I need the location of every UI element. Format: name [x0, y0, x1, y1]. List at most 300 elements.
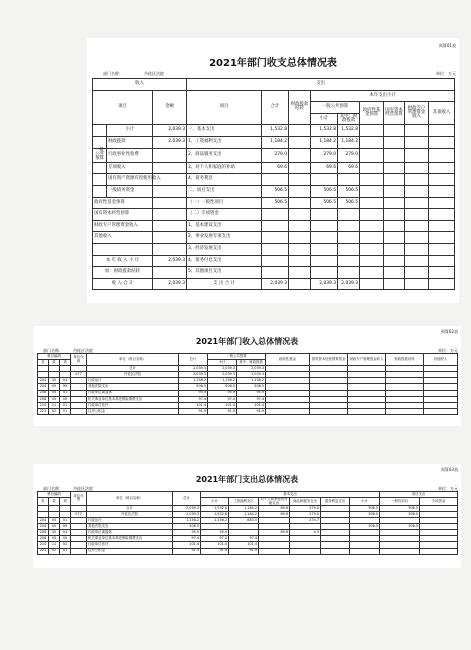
header-income: 收入 [93, 79, 187, 91]
expense-item: 3、经济发展支出 [187, 243, 262, 255]
table-row [93, 278, 455, 290]
code-kind: 221 [38, 548, 49, 554]
empty-cell [429, 148, 455, 162]
header-kind: 类 [38, 360, 49, 366]
income-item: 行政事业性收费 [107, 148, 153, 162]
empty-cell [405, 278, 429, 290]
code-sub: 01 [60, 408, 71, 414]
total: 2,039.3 [173, 505, 201, 511]
header-fund-carry: 财政拨款结转 [289, 90, 311, 125]
header-of-which: 其中：财政拨款 [338, 113, 360, 125]
basic-subtotal: 95.9 [201, 530, 229, 536]
empty-cell [429, 174, 455, 186]
empty-cell [405, 209, 429, 221]
header-current-subtotal: 本年支出小计 [311, 90, 455, 102]
row-name: 行政单位医疗 [87, 542, 173, 548]
code-sub: 01 [60, 518, 71, 524]
income-item: 一般债务资金 [107, 185, 153, 197]
empty-cell [384, 185, 405, 197]
header-func-code: 科目编码 [38, 492, 71, 498]
fiscal-appropriation: 2,039.3 [237, 366, 266, 372]
general-subtotal [311, 232, 338, 244]
fiscal-appropriation [338, 174, 360, 186]
header-sub: 项 [60, 360, 71, 366]
code-kind: 208 [38, 390, 49, 396]
goods-services: 274.7 [290, 518, 321, 524]
page-title: 2021年部门收入总体情况表 [195, 337, 299, 346]
general-project: 506.5 [380, 505, 420, 511]
unit-label: 单位：万元 [438, 348, 458, 353]
fiscal-appropriation: 91.9 [237, 408, 266, 414]
code-item: 02 [49, 548, 60, 554]
empty-cell [360, 174, 384, 186]
header-name: 单位（科目名称） [87, 354, 179, 366]
table-row [93, 185, 455, 197]
general-subtotal: 506.5 [311, 185, 338, 197]
code-kind: 208 [38, 536, 49, 542]
goods-services: 279.0 [290, 505, 321, 511]
project-subtotal: 506.5 [350, 524, 380, 530]
income-category [93, 162, 107, 174]
code-sub: 05 [60, 536, 71, 542]
table-row [93, 197, 455, 209]
table-row [38, 408, 458, 414]
general-subtotal: 2,039.3 [311, 278, 338, 290]
goods-services [290, 548, 321, 554]
special-fund [420, 548, 458, 554]
header-basic-subtotal: 小计 [201, 498, 229, 506]
expense-total [262, 174, 289, 186]
dept-name: 丹徒区法院 [73, 486, 93, 491]
income-table [37, 353, 458, 415]
fiscal-appropriation [338, 243, 360, 255]
basic-subtotal: 97.4 [201, 536, 229, 542]
project-subtotal: 506.5 [350, 505, 380, 511]
unit-code: 077 [71, 372, 87, 378]
header-sub: 项 [60, 498, 71, 506]
expense-item: 一、基本支出 [187, 125, 262, 137]
goods-services: 4.3 [290, 530, 321, 536]
row-name: 行政单位离退休 [87, 390, 179, 396]
expense-item: 4、债务利息 [187, 174, 262, 186]
general-subtotal: 91.9 [208, 408, 237, 414]
total: 2,039.3 [179, 366, 208, 372]
code-kind: 204 [38, 518, 49, 524]
general-subtotal: 506.5 [311, 197, 338, 209]
header-subtotal: 小计 [311, 113, 338, 125]
total: 2,039.3 [179, 372, 208, 378]
fund-carry [289, 220, 311, 232]
income-category [93, 174, 107, 186]
page-title: 2021年部门收支总体情况表 [209, 58, 337, 69]
fiscal-appropriation: 2,039.3 [338, 278, 360, 290]
total: 91.9 [179, 408, 208, 414]
empty-cell [360, 185, 384, 197]
empty-cell [384, 197, 405, 209]
empty-cell [384, 232, 405, 244]
code-sub: 01 [60, 530, 71, 536]
project-subtotal: 506.5 [350, 512, 380, 518]
unit-label: 单位：万元 [436, 71, 456, 76]
empty-cell [360, 162, 384, 174]
row-name: 总计 [87, 366, 179, 372]
code-kind: 210 [38, 402, 49, 408]
income-item: 加：财政拨款结转 [93, 267, 153, 279]
expense-item: 5、其他项目支出 [187, 267, 262, 279]
income-category [93, 136, 107, 148]
general-subtotal [311, 220, 338, 232]
header-item: 项目 [93, 90, 153, 125]
empty-cell [429, 136, 455, 148]
empty-cell [360, 136, 384, 148]
total: 506.5 [173, 524, 201, 530]
income-item: 专项收入 [107, 162, 153, 174]
total: 101.4 [179, 402, 208, 408]
fiscal-appropriation [338, 267, 360, 279]
wage: 883.5 [229, 518, 259, 524]
header-family: 对个人和家庭的补助支出 [260, 497, 288, 505]
wage: 101.4 [229, 542, 259, 548]
empty-cell [424, 408, 458, 414]
fund-carry [289, 232, 311, 244]
fund-carry [289, 243, 311, 255]
table-code: 预算02表 [440, 329, 458, 334]
header-goods: 商品和服务支出 [290, 498, 321, 506]
empty-cell [384, 125, 405, 137]
sheet-income-expense [87, 38, 459, 303]
empty-cell [310, 408, 348, 414]
fund-carry [289, 209, 311, 221]
code-item: 05 [49, 390, 60, 396]
total: 1,158.2 [179, 378, 208, 384]
income-item: 国有资本经营预算 [93, 209, 153, 221]
unit-code [71, 408, 87, 414]
expense-item: 1、基本建设支出 [187, 220, 262, 232]
expense-total: 1,184.2 [262, 136, 289, 148]
empty-cell [405, 136, 429, 148]
total: 506.5 [179, 384, 208, 390]
expense-total [262, 209, 289, 221]
income-item: 小计 [107, 125, 153, 137]
income-amount [153, 148, 187, 162]
fiscal-appropriation: 506.5 [338, 197, 360, 209]
general-subtotal [311, 209, 338, 221]
expense-total [262, 267, 289, 279]
empty-cell [384, 243, 405, 255]
income-amount [153, 185, 187, 197]
income-item: 本 年 收 入 小 计 [93, 255, 153, 267]
code-kind: 210 [38, 542, 49, 548]
empty-cell [429, 232, 455, 244]
header-other: 其他收入 [429, 102, 455, 125]
family-subsidy: 69.6 [259, 505, 290, 511]
income-amount [153, 162, 187, 174]
empty-cell [405, 220, 429, 232]
empty-cell [429, 162, 455, 174]
header-of-which: 其中：财政拨款 [237, 360, 266, 366]
expense-total: 1,532.8 [262, 125, 289, 137]
dept-label: 部门名称： [103, 71, 123, 76]
expense-total [262, 232, 289, 244]
header-general-budget: 一般公共预算 [311, 102, 360, 114]
general-subtotal: 95.9 [208, 390, 237, 396]
code-kind: 204 [38, 378, 49, 384]
fund-carry [289, 255, 311, 267]
income-item [93, 243, 153, 255]
code-item: 05 [49, 396, 60, 402]
empty-cell [405, 162, 429, 174]
general-project: 506.5 [380, 524, 420, 530]
wage: 97.4 [229, 536, 259, 542]
fiscal-appropriation: 1,158.2 [237, 378, 266, 384]
general-subtotal [311, 267, 338, 279]
empty-cell [266, 408, 310, 414]
fiscal-appropriation [338, 209, 360, 221]
table-row [93, 136, 455, 148]
fund-carry [289, 278, 311, 290]
expense-item: 2、商品服务支出 [187, 148, 262, 162]
empty-cell [429, 125, 455, 137]
empty-cell [384, 255, 405, 267]
empty-cell [384, 220, 405, 232]
header-unit-code: 单位代码 [71, 354, 87, 366]
row-name: 行政运行 [87, 518, 173, 524]
table-row [93, 209, 455, 221]
header-kind: 类 [38, 498, 49, 506]
code-sub: 01 [60, 542, 71, 548]
header-total: 总计 [173, 492, 201, 506]
sheet-income [33, 326, 461, 426]
wage: 1,184.2 [229, 512, 259, 518]
header-carry: 财政拨款结转 [386, 354, 424, 366]
family-subsidy [259, 548, 290, 554]
empty-cell [429, 209, 455, 221]
summary-table [92, 78, 455, 290]
empty-cell [384, 162, 405, 174]
fiscal-appropriation: 97.4 [237, 396, 266, 402]
empty-cell [405, 267, 429, 279]
family-subsidy: 69.6 [259, 512, 290, 518]
header-unit-code: 单位代码 [71, 492, 87, 506]
header-item-2: 项目 [187, 90, 262, 125]
code-sub: 99 [60, 384, 71, 390]
header-expense: 支出 [187, 79, 455, 91]
empty-cell [405, 148, 429, 162]
empty-cell [405, 232, 429, 244]
code-sub: 01 [60, 548, 71, 554]
header-state-capital: 国有资本经营预算资金 [310, 354, 348, 366]
general-subtotal [311, 174, 338, 186]
empty-cell [360, 267, 384, 279]
expense-total [262, 243, 289, 255]
expense-item: 2、事业发展专项支出 [187, 232, 262, 244]
header-general: 一般公共预算 [208, 354, 266, 360]
code-item: 05 [49, 384, 60, 390]
expense-table [37, 491, 458, 555]
general-subtotal: 101.4 [208, 402, 237, 408]
code-sub: 01 [60, 390, 71, 396]
empty-cell [348, 408, 386, 414]
basic-subtotal: 101.4 [201, 542, 229, 548]
total: 101.4 [173, 542, 201, 548]
general-subtotal: 1,184.2 [311, 136, 338, 148]
code-item: 05 [49, 518, 60, 524]
income-amount: 2,039.3 [153, 125, 187, 137]
income-item: 财政专户管理资金收入 [93, 220, 153, 232]
dept-name: 丹徒区法院 [144, 71, 164, 76]
empty-cell [360, 255, 384, 267]
table-row [93, 220, 455, 232]
header-wage: 工资福利支出 [229, 498, 259, 506]
general-subtotal: 1,532.8 [311, 125, 338, 137]
expense-total [262, 220, 289, 232]
wage: 1,184.2 [229, 505, 259, 511]
row-name: 其他法院支出 [87, 384, 179, 390]
fiscal-appropriation [338, 220, 360, 232]
row-name: 行政运行 [87, 378, 179, 384]
header-item: 款 [49, 360, 60, 366]
basic-subtotal: 91.9 [201, 548, 229, 554]
income-item: 其他收入 [93, 232, 153, 244]
basic-subtotal: 1,532.8 [201, 505, 229, 511]
income-amount: 2,039.3 [153, 255, 187, 267]
income-amount [153, 243, 187, 255]
income-amount [153, 232, 187, 244]
empty-cell [429, 220, 455, 232]
table-row [93, 267, 455, 279]
fund-carry [289, 267, 311, 279]
fund-carry [289, 148, 311, 162]
row-name: 机关事业单位基本养老保险缴费支出 [87, 396, 179, 402]
row-name: 丹徒区法院 [87, 372, 179, 378]
code-kind: 204 [38, 524, 49, 530]
family-subsidy: 69.6 [259, 530, 290, 536]
fund-carry [289, 174, 311, 186]
unit-code [71, 548, 87, 554]
goods-services: 279.0 [290, 512, 321, 518]
income-category [93, 125, 107, 137]
fiscal-appropriation: 279.0 [338, 148, 360, 162]
wage: 91.9 [229, 548, 259, 554]
fiscal-appropriation: 2,039.3 [237, 372, 266, 378]
income-category: 一般公共预算 [93, 148, 107, 162]
code-item: 05 [49, 530, 60, 536]
empty-cell [429, 197, 455, 209]
header-fiscal-special: 财政专户管理资金收入 [348, 354, 386, 366]
total: 1,158.2 [173, 518, 201, 524]
expense-item: 支 出 合 计 [187, 278, 262, 290]
empty-cell [360, 125, 384, 137]
fiscal-appropriation: 506.5 [237, 384, 266, 390]
code-kind: 208 [38, 396, 49, 402]
header-func-code: 科目编码 [38, 354, 71, 360]
code-sub: 01 [60, 378, 71, 384]
general-subtotal: 506.5 [208, 384, 237, 390]
fund-carry [289, 197, 311, 209]
empty-cell [360, 243, 384, 255]
code-kind: 204 [38, 384, 49, 390]
empty-cell [360, 232, 384, 244]
table-row [93, 162, 455, 174]
code-sub: 05 [60, 396, 71, 402]
general-subtotal: 279.0 [311, 148, 338, 162]
header-total: 合计 [262, 90, 289, 125]
empty-cell [360, 209, 384, 221]
empty-cell [405, 255, 429, 267]
expense-total: 69.6 [262, 162, 289, 174]
income-amount [153, 220, 187, 232]
debt-interest [321, 548, 350, 554]
table-row [93, 174, 455, 186]
header-state-capital: 国有资本经营预算 [384, 102, 405, 125]
income-amount [153, 267, 187, 279]
general-project [380, 548, 420, 554]
header-other: 其他收入 [424, 354, 458, 366]
expense-item: （一）一般性项目 [187, 197, 262, 209]
fund-carry [289, 136, 311, 148]
row-name: 合计 [87, 505, 173, 511]
unit-code: 077 [71, 512, 87, 518]
empty-cell [405, 125, 429, 137]
total: 95.9 [173, 530, 201, 536]
empty-cell [360, 148, 384, 162]
empty-cell [405, 243, 429, 255]
empty-cell [384, 148, 405, 162]
table-code: 预算03表 [440, 467, 458, 472]
expense-total: 506.5 [262, 197, 289, 209]
income-item: 国有资产资源有偿使用收入 [107, 174, 153, 186]
dept-label: 部门名称： [43, 348, 63, 353]
total: 2,039.3 [173, 512, 201, 518]
general-subtotal: 97.4 [208, 396, 237, 402]
empty-cell [360, 197, 384, 209]
table-row [93, 232, 455, 244]
page-title: 2021年部门支出总体情况表 [195, 475, 299, 484]
expense-item: （二）专项资金 [187, 209, 262, 221]
header-amount: 金额 [153, 90, 187, 125]
fiscal-appropriation [338, 255, 360, 267]
table-row [93, 148, 455, 162]
general-subtotal [311, 255, 338, 267]
fiscal-appropriation [338, 232, 360, 244]
expense-total: 2,039.3 [262, 278, 289, 290]
header-gov-fund: 政府性基金预算 [360, 102, 384, 125]
row-name: 行政单位医疗 [87, 402, 179, 408]
general-subtotal: 1,158.2 [208, 378, 237, 384]
general-project: 506.5 [380, 512, 420, 518]
fiscal-appropriation: 95.9 [237, 390, 266, 396]
empty-cell [384, 174, 405, 186]
header-subtotal: 小计 [208, 360, 237, 366]
total: 91.9 [173, 548, 201, 554]
fiscal-appropriation: 101.4 [237, 402, 266, 408]
header-total: 总计 [179, 354, 208, 366]
code-item: 11 [49, 402, 60, 408]
header-item: 款 [49, 498, 60, 506]
expense-total: 506.5 [262, 185, 289, 197]
row-name: 机关事业单位基本养老保险缴费支出 [87, 536, 173, 542]
header-general-project: 一般性项目 [380, 498, 420, 506]
basic-subtotal: 1,158.2 [201, 518, 229, 524]
empty-cell [405, 185, 429, 197]
expense-total: 279.0 [262, 148, 289, 162]
empty-cell [384, 136, 405, 148]
code-item: 11 [49, 542, 60, 548]
total: 97.4 [173, 536, 201, 542]
header-fiscal-special: 财政专户管理资金收入 [405, 102, 429, 125]
empty-cell [405, 174, 429, 186]
empty-cell [384, 209, 405, 221]
